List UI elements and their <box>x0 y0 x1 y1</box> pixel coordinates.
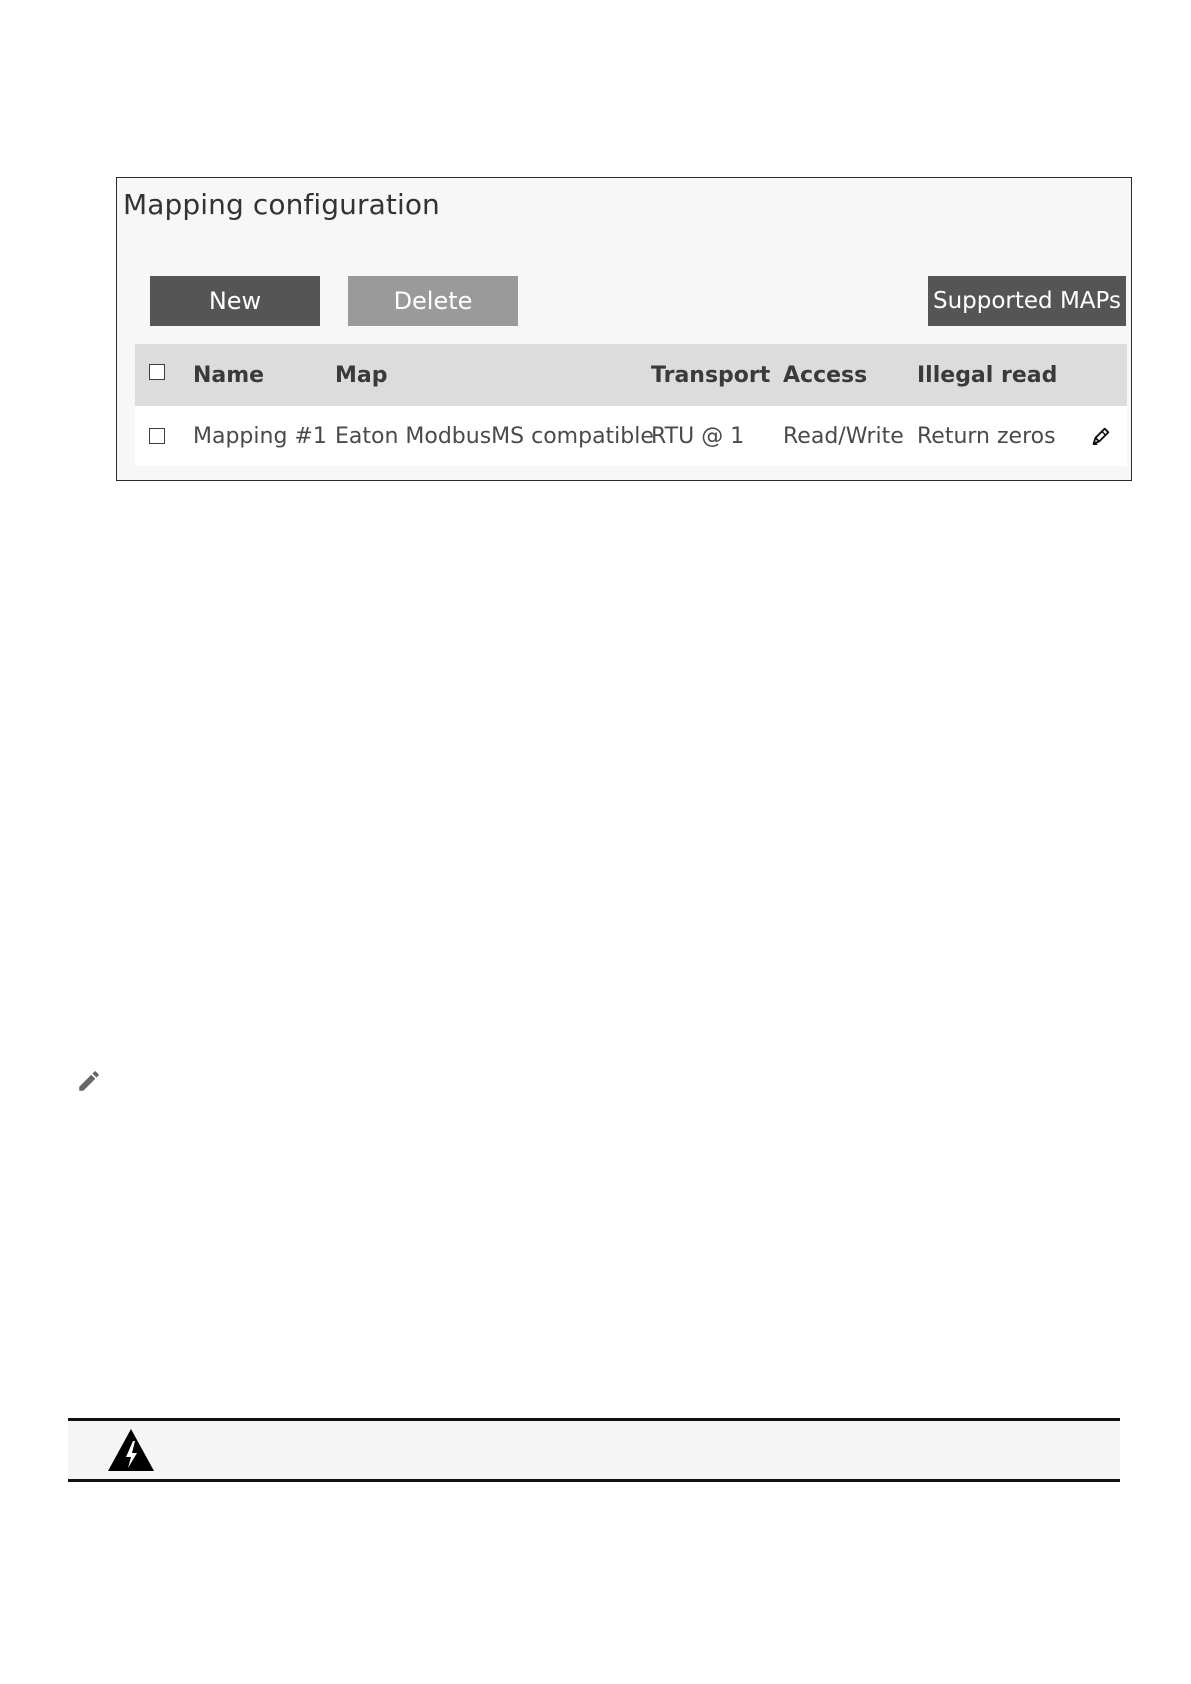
select-all-cell <box>149 344 165 406</box>
supported-maps-button[interactable]: Supported MAPs <box>928 276 1126 326</box>
pencil-icon <box>76 1068 102 1094</box>
mapping-configuration-panel <box>116 177 1132 481</box>
row-select-cell <box>149 406 165 466</box>
row-access: Read/Write <box>783 423 904 449</box>
header-name[interactable]: Name <box>193 362 265 388</box>
delete-button[interactable]: Delete <box>348 276 518 326</box>
row-name: Mapping #1 <box>193 423 327 449</box>
panel-title: Mapping configuration <box>123 188 440 221</box>
edit-pencil-icon[interactable] <box>1089 424 1113 448</box>
header-map[interactable]: Map <box>335 362 388 388</box>
header-illegal-read[interactable]: Illegal read <box>917 362 1058 388</box>
row-map: Eaton ModbusMS compatible <box>335 423 654 449</box>
select-all-checkbox[interactable] <box>149 364 165 380</box>
row-illegal-read: Return zeros <box>917 423 1056 449</box>
table-row <box>135 406 1127 466</box>
row-checkbox[interactable] <box>149 428 165 444</box>
mapping-table <box>135 344 1127 466</box>
table-header-row <box>135 344 1127 406</box>
new-button[interactable]: New <box>150 276 320 326</box>
row-edit-cell <box>1089 406 1113 466</box>
header-access[interactable]: Access <box>783 362 868 388</box>
warning-box <box>68 1418 1120 1482</box>
header-transport[interactable]: Transport <box>651 362 771 388</box>
electrical-hazard-icon <box>106 1427 156 1473</box>
row-transport: RTU @ 1 <box>651 423 745 449</box>
